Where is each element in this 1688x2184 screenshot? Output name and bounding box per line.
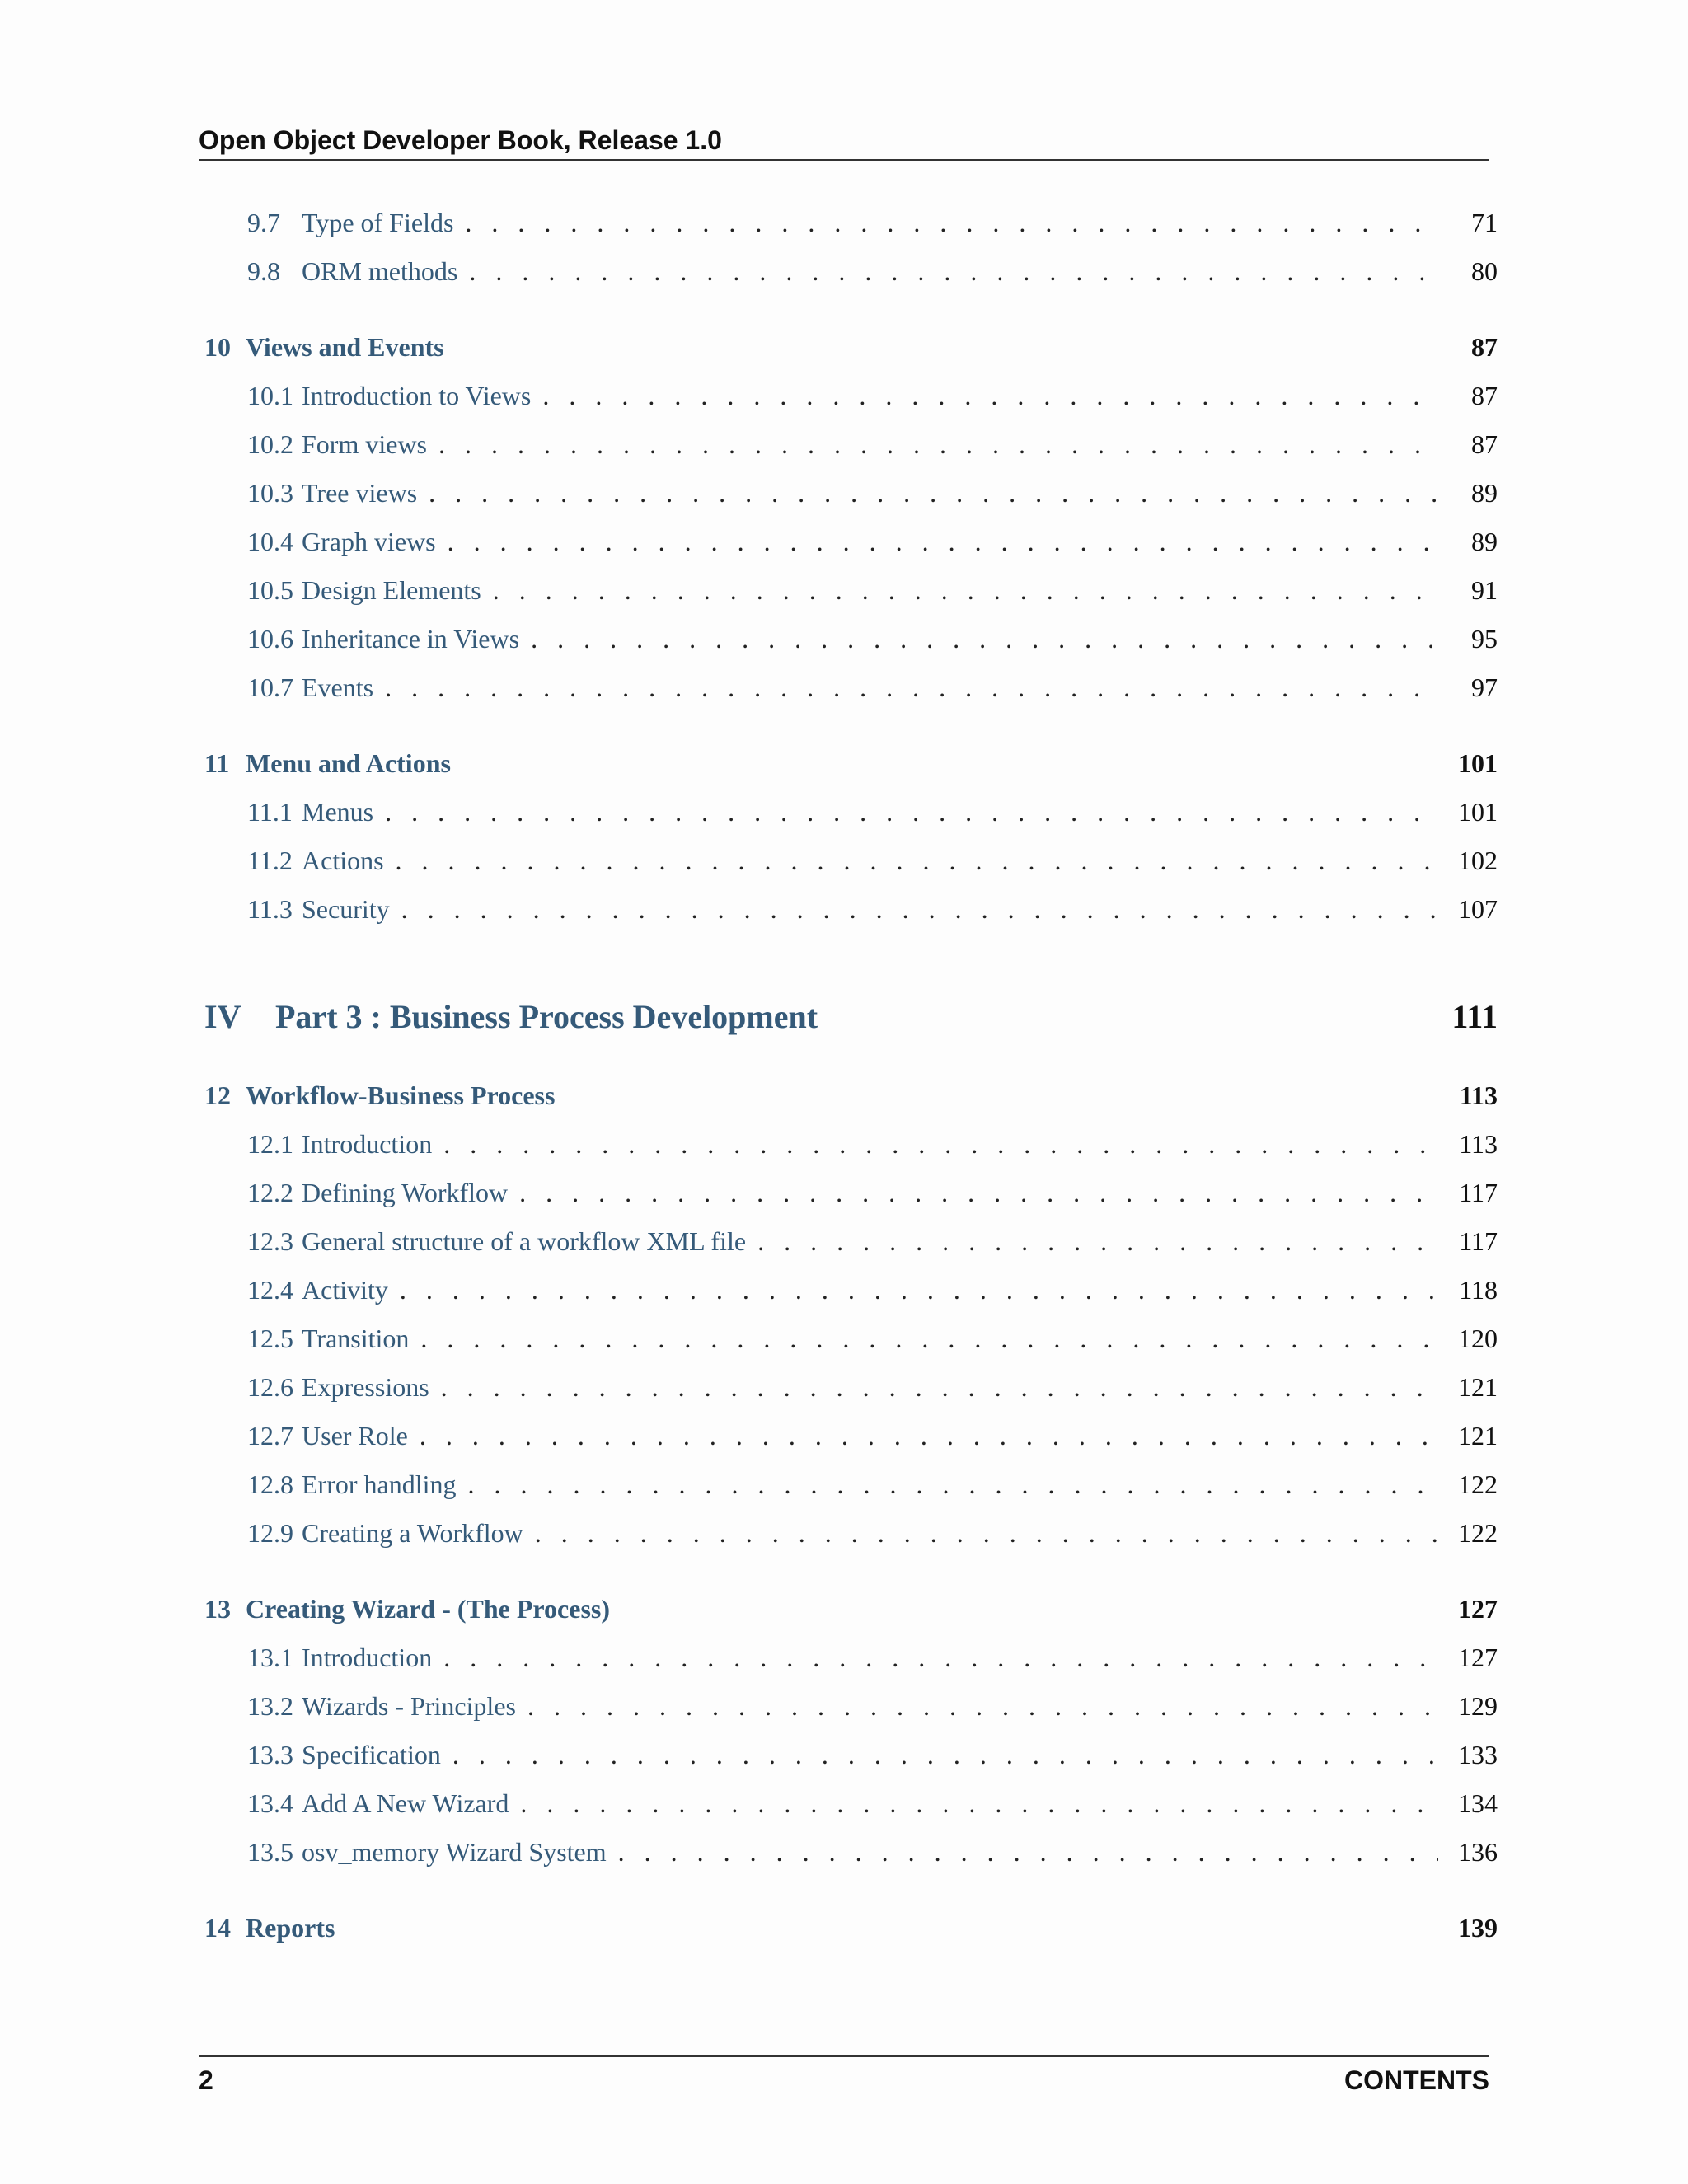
toc-entry-12-9[interactable]	[199, 1516, 1498, 1549]
entry-page: 87	[1471, 429, 1498, 459]
entry-title[interactable]: Menus	[302, 797, 374, 827]
entry-number: 13.4	[247, 1788, 293, 1818]
entry-number: 10.5	[247, 575, 293, 605]
entry-title[interactable]: Specification	[302, 1740, 441, 1769]
entry-page: 80	[1471, 256, 1498, 286]
toc-entry-12-5[interactable]	[199, 1322, 1498, 1355]
dot-leader	[757, 1225, 1438, 1258]
toc-entry-13-5[interactable]	[199, 1835, 1498, 1868]
dot-leader	[535, 1516, 1438, 1549]
dot-leader	[528, 1690, 1438, 1722]
dot-leader	[385, 671, 1438, 704]
toc-entry-12-8[interactable]	[199, 1468, 1498, 1501]
dot-leader	[469, 255, 1438, 288]
entry-title[interactable]: Error handling	[302, 1469, 457, 1499]
entry-number: 12.7	[247, 1421, 293, 1451]
entry-title[interactable]: Security	[302, 894, 390, 924]
entry-number: 10.2	[247, 429, 293, 459]
entry-number: 12.5	[247, 1324, 293, 1353]
toc-entry-10-7[interactable]	[199, 671, 1498, 704]
dot-leader	[468, 1468, 1439, 1501]
dot-leader	[400, 1273, 1438, 1306]
chapter-number: 10	[204, 332, 231, 362]
book-title: Open Object Developer Book, Release 1.0	[199, 125, 722, 155]
entry-page: 129	[1458, 1691, 1498, 1721]
page-number: 2	[199, 2065, 213, 2095]
entry-title[interactable]: Introduction	[302, 1129, 433, 1159]
entry-page: 127	[1458, 1643, 1498, 1672]
entry-page: 134	[1458, 1788, 1498, 1818]
toc-entry-13-2[interactable]	[199, 1690, 1498, 1722]
entry-title[interactable]: Creating a Workflow	[302, 1518, 523, 1548]
entry-title[interactable]: Graph views	[302, 527, 436, 556]
dot-leader	[441, 1371, 1438, 1404]
entry-number: 10.4	[247, 527, 293, 556]
entry-page: 133	[1458, 1740, 1498, 1769]
entry-title[interactable]: User Role	[302, 1421, 408, 1451]
dot-leader	[448, 525, 1438, 558]
entry-page: 122	[1458, 1518, 1498, 1548]
entry-number: 11.1	[247, 797, 293, 827]
entry-number: 9.7	[247, 208, 280, 237]
entry-page: 107	[1458, 894, 1498, 924]
chapter-number: 11	[204, 748, 230, 778]
entry-page: 136	[1458, 1837, 1498, 1867]
entry-page: 101	[1458, 797, 1498, 827]
toc-entry-11-3[interactable]	[199, 893, 1498, 926]
entry-page: 122	[1458, 1469, 1498, 1499]
toc-entry-13-4[interactable]	[199, 1787, 1498, 1820]
dot-leader	[465, 206, 1438, 239]
chapter-title[interactable]: Creating Wizard - (The Process)	[246, 1594, 611, 1624]
part-page: 111	[1451, 998, 1498, 1035]
chapter-page: 139	[1458, 1913, 1498, 1943]
entry-title[interactable]: Introduction	[302, 1643, 433, 1672]
chapter-page: 101	[1458, 748, 1498, 778]
entry-title[interactable]: Events	[302, 673, 374, 702]
entry-page: 118	[1459, 1275, 1498, 1305]
entry-page: 120	[1458, 1324, 1498, 1353]
chapter-number: 13	[204, 1594, 231, 1624]
dot-leader	[443, 1641, 1438, 1674]
running-header	[199, 125, 1489, 161]
part-number: IV	[204, 998, 241, 1035]
entry-title[interactable]: General structure of a workflow XML file	[302, 1226, 747, 1256]
toc-chapter-11[interactable]	[199, 747, 1498, 780]
toc-entry-12-7[interactable]	[199, 1419, 1498, 1452]
entry-title[interactable]: Wizards - Principles	[302, 1691, 516, 1721]
entry-title[interactable]: Transition	[302, 1324, 410, 1353]
entry-title[interactable]: Design Elements	[302, 575, 481, 605]
toc-entry-11-1[interactable]	[199, 795, 1498, 828]
entry-title[interactable]: Expressions	[302, 1372, 429, 1402]
dot-leader	[542, 379, 1438, 412]
entry-number: 10.6	[247, 624, 293, 654]
part-title[interactable]: Part 3 : Business Process Development	[275, 998, 818, 1035]
entry-number: 12.4	[247, 1275, 293, 1305]
entry-number: 12.3	[247, 1226, 293, 1256]
entry-title[interactable]: Activity	[302, 1275, 388, 1305]
dot-leader	[385, 795, 1438, 828]
entry-number: 12.6	[247, 1372, 293, 1402]
entry-page: 71	[1471, 208, 1498, 237]
dot-leader	[420, 1322, 1438, 1355]
chapter-title[interactable]: Menu and Actions	[246, 748, 451, 778]
entry-number: 12.2	[247, 1178, 293, 1207]
entry-number: 13.3	[247, 1740, 293, 1769]
toc-chapter-12[interactable]	[199, 1079, 1498, 1112]
toc-entry-10-6[interactable]	[199, 622, 1498, 655]
toc-entry-12-4[interactable]	[199, 1273, 1498, 1306]
entry-title[interactable]: Defining Workflow	[302, 1178, 509, 1207]
chapter-title[interactable]: Views and Events	[246, 332, 444, 362]
entry-title[interactable]: Actions	[302, 846, 384, 875]
toc-chapter-14[interactable]	[199, 1911, 1498, 1944]
toc-part-4[interactable]	[199, 997, 1498, 1037]
chapter-title[interactable]: Workflow-Business Process	[246, 1080, 556, 1110]
running-footer	[199, 2055, 1489, 2096]
entry-number: 9.8	[247, 256, 280, 286]
dot-leader	[438, 428, 1438, 461]
dot-leader	[420, 1419, 1438, 1452]
toc-entry-13-1[interactable]	[199, 1641, 1498, 1674]
entry-title[interactable]: Inheritance in Views	[302, 624, 520, 654]
toc-entry-9-7[interactable]	[199, 206, 1498, 239]
dot-leader	[493, 574, 1438, 607]
dot-leader	[618, 1835, 1438, 1868]
entry-number: 12.8	[247, 1469, 293, 1499]
entry-number: 13.2	[247, 1691, 293, 1721]
entry-number: 10.1	[247, 381, 293, 410]
entry-title[interactable]: Form views	[302, 429, 427, 459]
toc-entry-10-4[interactable]	[199, 525, 1498, 558]
entry-title[interactable]: Type of Fields	[302, 208, 454, 237]
toc-entry-10-2[interactable]	[199, 428, 1498, 461]
toc-entry-12-3[interactable]	[199, 1225, 1498, 1258]
entry-title[interactable]: Tree views	[302, 478, 418, 508]
entry-number: 11.3	[247, 894, 293, 924]
toc-entry-10-1[interactable]	[199, 379, 1498, 412]
entry-number: 13.1	[247, 1643, 293, 1672]
entry-page: 97	[1471, 673, 1498, 702]
toc-entry-11-2[interactable]	[199, 844, 1498, 877]
dot-leader	[401, 893, 1438, 926]
entry-number: 12.1	[247, 1129, 293, 1159]
toc-entry-12-6[interactable]	[199, 1371, 1498, 1404]
entry-number: 13.5	[247, 1837, 293, 1867]
dot-leader	[452, 1738, 1438, 1771]
chapter-title[interactable]: Reports	[246, 1913, 335, 1943]
entry-page: 87	[1471, 381, 1498, 410]
entry-number: 12.9	[247, 1518, 293, 1548]
chapter-page: 87	[1471, 332, 1498, 362]
entry-number: 10.3	[247, 478, 293, 508]
entry-page: 121	[1458, 1372, 1498, 1402]
toc-entry-13-3[interactable]	[199, 1738, 1498, 1771]
dot-leader	[519, 1176, 1438, 1209]
chapter-page: 113	[1459, 1080, 1498, 1110]
section-name: CONTENTS	[1344, 2065, 1489, 2095]
entry-number: 10.7	[247, 673, 293, 702]
dot-leader	[520, 1787, 1438, 1820]
entry-title[interactable]: osv_memory Wizard System	[302, 1837, 607, 1867]
entry-page: 89	[1471, 478, 1498, 508]
dot-leader	[396, 844, 1438, 877]
chapter-number: 14	[204, 1913, 231, 1943]
chapter-page: 127	[1458, 1594, 1498, 1624]
toc-entry-12-1[interactable]	[199, 1127, 1498, 1160]
entry-page: 121	[1458, 1421, 1498, 1451]
entry-page: 91	[1471, 575, 1498, 605]
toc-chapter-10[interactable]	[199, 330, 1498, 363]
entry-page: 95	[1471, 624, 1498, 654]
chapter-number: 12	[204, 1080, 231, 1110]
entry-page: 113	[1459, 1129, 1498, 1159]
entry-title[interactable]: Introduction to Views	[302, 381, 532, 410]
dot-leader	[429, 476, 1438, 509]
entry-page: 117	[1459, 1178, 1498, 1207]
entry-number: 11.2	[247, 846, 293, 875]
entry-title[interactable]: ORM methods	[302, 256, 458, 286]
toc-entry-10-3[interactable]	[199, 476, 1498, 509]
entry-page: 89	[1471, 527, 1498, 556]
entry-page: 102	[1458, 846, 1498, 875]
toc-entry-12-2[interactable]	[199, 1176, 1498, 1209]
entry-page: 117	[1459, 1226, 1498, 1256]
dot-leader	[531, 622, 1438, 655]
toc-entry-9-8[interactable]	[199, 255, 1498, 288]
toc-chapter-13[interactable]	[199, 1592, 1498, 1625]
dot-leader	[443, 1127, 1438, 1160]
entry-title[interactable]: Add A New Wizard	[302, 1788, 509, 1818]
toc-entry-10-5[interactable]	[199, 574, 1498, 607]
